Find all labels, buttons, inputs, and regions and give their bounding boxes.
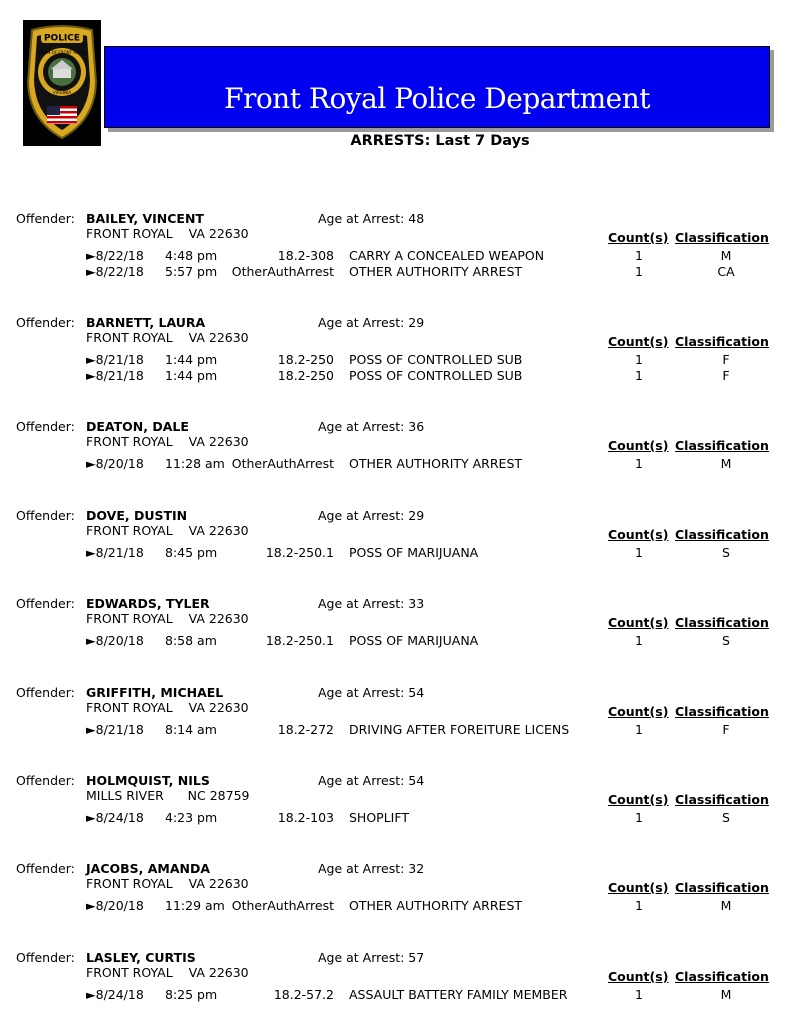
offender-name: LASLEY, CURTIS <box>86 950 196 965</box>
count-column-header: Count(s) <box>608 438 669 453</box>
charge-statute: 18.2-308 <box>277 248 334 263</box>
charge-description: POSS OF MARIJUANA <box>349 633 479 648</box>
charge-row <box>0 722 791 738</box>
offender-address: FRONT ROYAL VA 22630 <box>86 330 249 345</box>
svg-text:VIRGINIA: VIRGINIA <box>53 90 71 95</box>
count-column-header: Count(s) <box>608 615 669 630</box>
offender-address: FRONT ROYAL VA 22630 <box>86 700 249 715</box>
age-at-arrest: Age at Arrest: 32 <box>318 861 425 876</box>
offender-record <box>0 861 791 921</box>
offender-label: Offender: <box>16 685 75 700</box>
charge-date: ►8/21/18 <box>86 352 144 367</box>
charge-classification: S <box>722 545 730 560</box>
charge-classification: F <box>722 368 730 383</box>
offender-label: Offender: <box>16 508 75 523</box>
page-subtitle: ARRESTS: Last 7 Days <box>350 133 530 149</box>
charge-time: 1:44 pm <box>165 352 218 367</box>
charge-time: 4:48 pm <box>165 248 218 263</box>
offender-record <box>0 950 791 1010</box>
charge-description: OTHER AUTHORITY ARREST <box>349 898 523 913</box>
offender-address: FRONT ROYAL VA 22630 <box>86 965 249 980</box>
charge-statute: OtherAuthArrest <box>231 456 334 471</box>
offender-record <box>0 596 791 656</box>
offender-name: JACOBS, AMANDA <box>86 861 211 876</box>
classification-column-header: Classification <box>675 792 769 807</box>
charge-count: 1 <box>635 810 643 825</box>
charge-row <box>0 248 791 264</box>
offender-label: Offender: <box>16 861 75 876</box>
charge-count: 1 <box>635 633 643 648</box>
charge-row <box>0 352 791 368</box>
offender-record <box>0 315 791 383</box>
age-at-arrest: Age at Arrest: 36 <box>318 419 425 434</box>
charge-statute: 18.2-57.2 <box>273 987 334 1002</box>
charge-count: 1 <box>635 987 643 1002</box>
charge-count: 1 <box>635 368 643 383</box>
count-column-header: Count(s) <box>608 704 669 719</box>
charge-statute: 18.2-103 <box>277 810 334 825</box>
charge-row <box>0 368 791 384</box>
age-at-arrest: Age at Arrest: 57 <box>318 950 425 965</box>
count-column-header: Count(s) <box>608 880 669 895</box>
charge-statute: 18.2-272 <box>277 722 334 737</box>
charge-time: 8:45 pm <box>165 545 218 560</box>
charge-date: ►8/21/18 <box>86 368 144 383</box>
classification-column-header: Classification <box>675 334 769 349</box>
charge-classification: M <box>720 987 732 1002</box>
count-column-header: Count(s) <box>608 230 669 245</box>
count-column-header: Count(s) <box>608 792 669 807</box>
charge-count: 1 <box>635 722 643 737</box>
charge-classification: M <box>720 456 732 471</box>
offender-address: FRONT ROYAL VA 22630 <box>86 226 249 241</box>
charge-description: POSS OF CONTROLLED SUB <box>349 368 523 383</box>
charge-time: 5:57 pm <box>165 264 218 279</box>
charge-time: 8:14 am <box>165 722 217 737</box>
offender-name: GRIFFITH, MICHAEL <box>86 685 224 700</box>
charge-row <box>0 456 791 472</box>
police-badge-logo <box>23 20 101 146</box>
offender-record <box>0 508 791 568</box>
charge-time: 4:23 pm <box>165 810 218 825</box>
classification-column-header: Classification <box>675 615 769 630</box>
charge-statute: 18.2-250.1 <box>265 545 334 560</box>
offender-name: EDWARDS, TYLER <box>86 596 210 611</box>
offender-record <box>0 211 791 279</box>
age-at-arrest: Age at Arrest: 29 <box>318 315 425 330</box>
classification-column-header: Classification <box>675 438 769 453</box>
charge-row <box>0 545 791 561</box>
svg-text:POLICE: POLICE <box>43 33 81 44</box>
offender-address: FRONT ROYAL VA 22630 <box>86 876 249 891</box>
page-title: Front Royal Police Department <box>224 82 650 115</box>
count-column-header: Count(s) <box>608 969 669 984</box>
charge-date: ►8/24/18 <box>86 810 144 825</box>
count-column-header: Count(s) <box>608 334 669 349</box>
charge-time: 8:25 pm <box>165 987 218 1002</box>
offender-label: Offender: <box>16 315 75 330</box>
charge-date: ►8/20/18 <box>86 456 144 471</box>
charge-count: 1 <box>635 898 643 913</box>
charge-classification: M <box>720 248 732 263</box>
charge-description: POSS OF MARIJUANA <box>349 545 479 560</box>
charge-date: ►8/21/18 <box>86 722 144 737</box>
classification-column-header: Classification <box>675 969 769 984</box>
charge-classification: S <box>722 810 730 825</box>
charge-row <box>0 987 791 1003</box>
title-banner <box>104 46 770 128</box>
offender-address: FRONT ROYAL VA 22630 <box>86 611 249 626</box>
offender-record <box>0 419 791 479</box>
charge-count: 1 <box>635 264 643 279</box>
age-at-arrest: Age at Arrest: 54 <box>318 685 425 700</box>
offender-record <box>0 685 791 745</box>
offender-label: Offender: <box>16 950 75 965</box>
charge-description: SHOPLIFT <box>349 810 409 825</box>
classification-column-header: Classification <box>675 527 769 542</box>
age-at-arrest: Age at Arrest: 29 <box>318 508 425 523</box>
offender-name: BAILEY, VINCENT <box>86 211 204 226</box>
offender-label: Offender: <box>16 419 75 434</box>
charge-description: ASSAULT BATTERY FAMILY MEMBER <box>349 987 568 1002</box>
charge-count: 1 <box>635 456 643 471</box>
offender-address: FRONT ROYAL VA 22630 <box>86 434 249 449</box>
charge-description: OTHER AUTHORITY ARREST <box>349 264 523 279</box>
charge-date: ►8/21/18 <box>86 545 144 560</box>
charge-row <box>0 898 791 914</box>
charge-time: 8:58 am <box>165 633 217 648</box>
offender-address: FRONT ROYAL VA 22630 <box>86 523 249 538</box>
offender-name: BARNETT, LAURA <box>86 315 206 330</box>
charge-date: ►8/24/18 <box>86 987 144 1002</box>
charge-classification: CA <box>717 264 735 279</box>
charge-date: ►8/20/18 <box>86 633 144 648</box>
charge-description: OTHER AUTHORITY ARREST <box>349 456 523 471</box>
charge-classification: F <box>722 722 730 737</box>
classification-column-header: Classification <box>675 880 769 895</box>
count-column-header: Count(s) <box>608 527 669 542</box>
charge-row <box>0 810 791 826</box>
charge-time: 1:44 pm <box>165 368 218 383</box>
charge-statute: OtherAuthArrest <box>231 898 334 913</box>
charge-classification: M <box>720 898 732 913</box>
charge-count: 1 <box>635 248 643 263</box>
charge-description: POSS OF CONTROLLED SUB <box>349 352 523 367</box>
offender-name: DEATON, DALE <box>86 419 189 434</box>
charge-description: DRIVING AFTER FOREITURE LICENS <box>349 722 570 737</box>
charge-time: 11:29 am <box>165 898 225 913</box>
classification-column-header: Classification <box>675 704 769 719</box>
charge-count: 1 <box>635 352 643 367</box>
offender-label: Offender: <box>16 211 75 226</box>
age-at-arrest: Age at Arrest: 33 <box>318 596 425 611</box>
charge-date: ►8/22/18 <box>86 264 144 279</box>
classification-column-header: Classification <box>675 230 769 245</box>
svg-text:TOWN OF FRONT ROYAL: TOWN OF FRONT ROYAL <box>37 50 87 55</box>
charge-date: ►8/20/18 <box>86 898 144 913</box>
charge-row <box>0 264 791 280</box>
age-at-arrest: Age at Arrest: 48 <box>318 211 425 226</box>
offender-record <box>0 773 791 833</box>
charge-time: 11:28 am <box>165 456 225 471</box>
charge-statute: 18.2-250 <box>277 352 334 367</box>
charge-statute: 18.2-250.1 <box>265 633 334 648</box>
offender-label: Offender: <box>16 773 75 788</box>
offender-name: HOLMQUIST, NILS <box>86 773 210 788</box>
charge-statute: 18.2-250 <box>277 368 334 383</box>
age-at-arrest: Age at Arrest: 54 <box>318 773 425 788</box>
charge-statute: OtherAuthArrest <box>231 264 334 279</box>
offender-label: Offender: <box>16 596 75 611</box>
charge-description: CARRY A CONCEALED WEAPON <box>349 248 545 263</box>
offender-name: DOVE, DUSTIN <box>86 508 188 523</box>
charge-classification: F <box>722 352 730 367</box>
charge-date: ►8/22/18 <box>86 248 144 263</box>
charge-row <box>0 633 791 649</box>
offender-address: MILLS RIVER NC 28759 <box>86 788 250 803</box>
charge-classification: S <box>722 633 730 648</box>
charge-count: 1 <box>635 545 643 560</box>
